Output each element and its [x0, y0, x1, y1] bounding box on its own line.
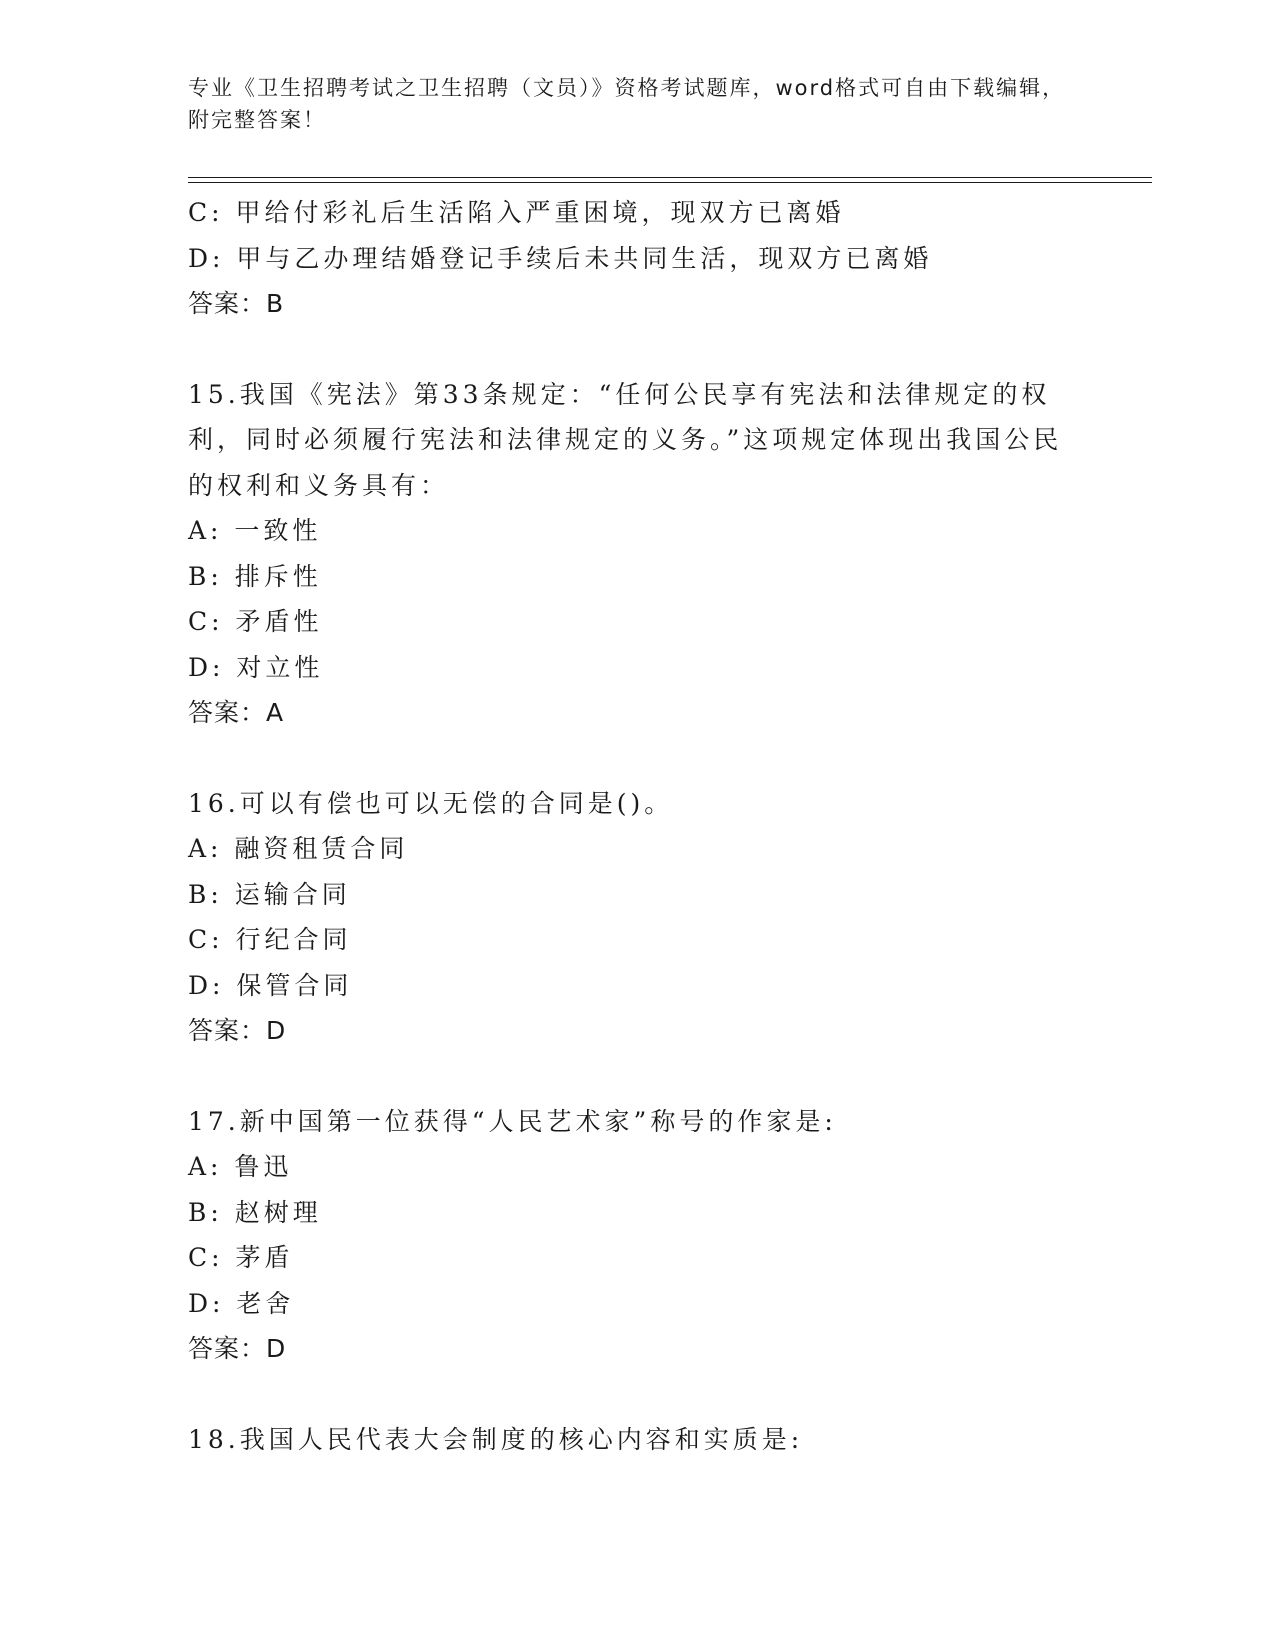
question-stem: 17.新中国第一位获得“人民艺术家”称号的作家是: — [188, 1106, 837, 1136]
option-a: A: 一致性 — [188, 516, 322, 545]
option-a: A: 鲁迅 — [188, 1152, 293, 1181]
question-15 — [188, 372, 1068, 736]
answer: 答案：D — [188, 1334, 287, 1363]
question-stem: 15.我国《宪法》第33条规定：“任何公民享有宪法和法律规定的权利，同时必须履行宪法和法律规定的义务。”这项规定体现出我国公民的权利和义务具有： — [188, 379, 1063, 500]
document-header — [188, 72, 1068, 136]
header-rule-top — [188, 177, 1152, 178]
option-c: C: 行纪合同 — [188, 925, 352, 954]
answer: 答案：B — [188, 289, 285, 318]
option-d: D: 保管合同 — [188, 970, 353, 1000]
answer: 答案：D — [188, 1016, 287, 1045]
question-16 — [188, 781, 1068, 1054]
option-c: C: 茅盾 — [188, 1243, 294, 1272]
option-d: D: 甲与乙办理结婚登记手续后未共同生活，现双方已离婚 — [188, 243, 933, 273]
option-b: B: 赵树理 — [188, 1197, 322, 1227]
option-b: B: 排斥性 — [188, 561, 322, 591]
answer: 答案：A — [188, 698, 285, 727]
option-c: C: 甲给付彩礼后生活陷入严重困境，现双方已离婚 — [188, 198, 845, 227]
option-b: B: 运输合同 — [188, 879, 351, 909]
question-18 — [188, 1417, 1068, 1463]
question-list — [188, 190, 1068, 1462]
question-17 — [188, 1099, 1068, 1372]
question-stem: 18.我国人民代表大会制度的核心内容和实质是: — [188, 1424, 804, 1454]
question-stem: 16.可以有偿也可以无偿的合同是()。 — [188, 788, 674, 818]
option-a: A: 融资租赁合同 — [188, 834, 409, 863]
header-rule-bottom — [188, 182, 1152, 183]
question-14-continuation — [188, 190, 1068, 327]
option-d: D: 对立性 — [188, 652, 324, 682]
option-c: C: 矛盾性 — [188, 607, 323, 636]
option-d: D: 老舍 — [188, 1288, 295, 1318]
header-text: 专业《卫生招聘考试之卫生招聘（文员）》资格考试题库，word格式可自由下载编辑，附完整答案！ — [188, 76, 1066, 132]
